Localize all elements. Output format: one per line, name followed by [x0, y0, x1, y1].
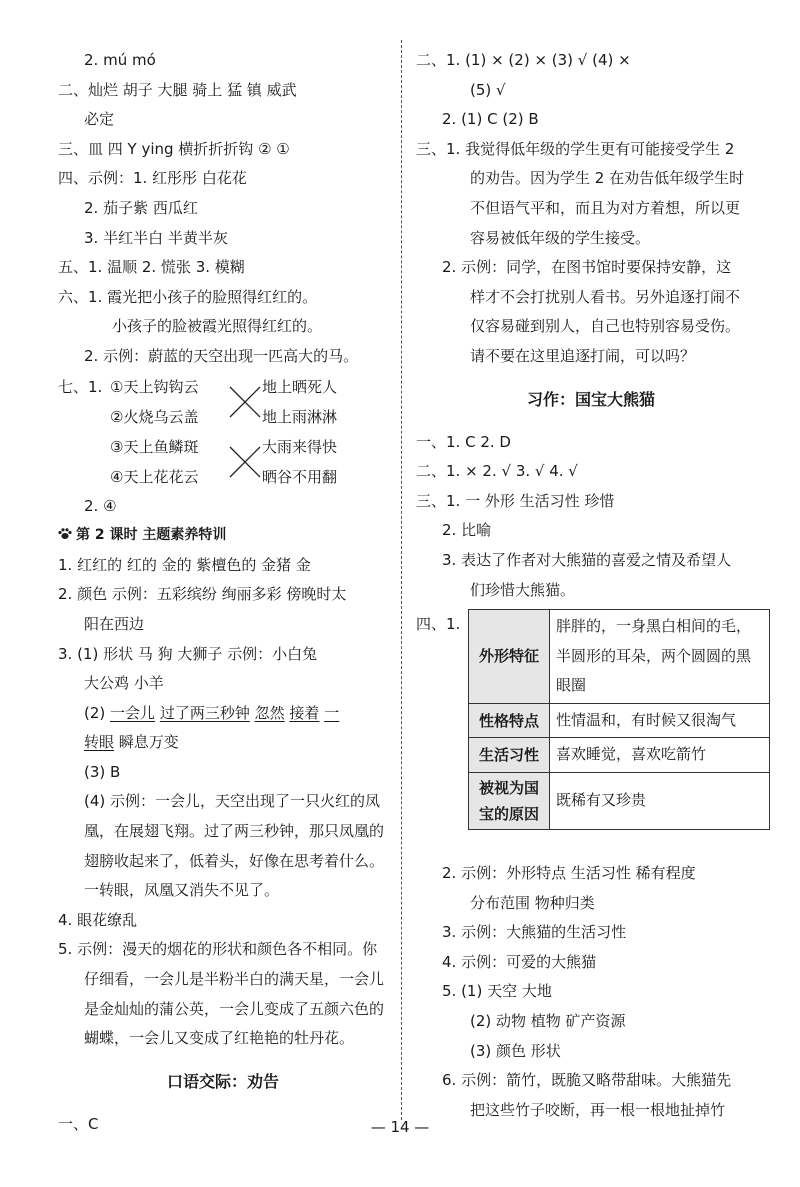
answer-line: 翅膀收起来了，低着头，好像在思考着什么。: [84, 851, 385, 870]
answer-line: 大公鸡 小羊: [84, 674, 164, 693]
answer-line: 2. 示例：同学，在图书馆时要保持安静，这: [442, 258, 732, 277]
answer-line: 分布范围 物种归类: [470, 893, 595, 912]
answer-line: 2. 颜色 示例：五彩缤纷 绚丽多彩 傍晚时太: [58, 585, 347, 604]
answer-line: (4) 示例：一会儿，天空出现了一只火红的凤: [84, 792, 381, 811]
matching-lines: [58, 372, 388, 492]
answer-line: 把这些竹子咬断，再一根一根地扯掉竹: [470, 1100, 726, 1119]
underlined-word: 一: [324, 703, 340, 722]
answer-line: 4. 示例：可爱的大熊猫: [442, 952, 597, 971]
answer-line: 3. 半红半白 半黄半灰: [84, 228, 228, 247]
left-column: [58, 46, 388, 1139]
underlined-word: 过了两三秒钟: [159, 703, 250, 722]
answer-line: 阳在西边: [84, 614, 145, 633]
table-cell: 既稀有又珍贵: [550, 773, 770, 830]
answer-line: 小孩子的脸被霞光照得红红的。: [112, 317, 323, 336]
match-left-item: ③天上鱼鳞斑: [110, 437, 199, 456]
answer-line: 一、C: [58, 1114, 99, 1133]
table-cell: 喜欢睡觉，喜欢吃箭竹: [550, 738, 770, 773]
answer-line: 凰，在展翅飞翔。过了两三秒钟，那只凤凰的: [84, 822, 385, 841]
underlined-word: 接着: [289, 703, 320, 722]
match-right-item: 地上晒死人: [262, 377, 338, 396]
match-left-item: ②火烧乌云盖: [110, 407, 199, 426]
answer-line: 三、皿 四 Y ying 横折折折钩 ② ①: [58, 139, 290, 158]
underlined-word: 转眼: [84, 733, 115, 752]
answer-line: (3) 颜色 形状: [470, 1041, 561, 1060]
question-number: 七、1.: [58, 377, 103, 396]
table-row: [469, 703, 770, 738]
match-right-item: 地上雨淋淋: [262, 407, 338, 426]
answer-line: 转眼 瞬息万变: [84, 733, 179, 752]
answer-line: 3. 示例：大熊猫的生活习性: [442, 923, 627, 942]
answer-line: 2. ④: [84, 496, 117, 515]
answer-line: 必定: [84, 110, 115, 129]
answer-line: 5. (1) 天空 大地: [442, 982, 552, 1001]
answer-line: 是金灿灿的蒲公英，一会儿变成了五颜六色的: [84, 999, 385, 1018]
answer-line: (2) 一会儿 过了两三秒钟 忽然 接着 一: [84, 703, 340, 722]
answer-line: 一转眼，凤凰又消失不见了。: [84, 881, 280, 900]
answer-line: 六、1. 霞光把小孩子的脸照得红红的。: [58, 287, 318, 306]
section-title: 口语交际：劝告: [166, 1071, 279, 1091]
lesson-heading: [58, 521, 388, 551]
answer-line: 们珍惜大熊猫。: [470, 580, 576, 599]
answer-line: 二、灿烂 胡子 大腿 骑上 猛 镇 威武: [58, 80, 297, 99]
underlined-word: 一会儿: [110, 703, 156, 722]
answer-line: 2. 示例：蔚蓝的天空出现一匹高大的马。: [84, 346, 359, 365]
match-right-item: 大雨来得快: [262, 437, 338, 456]
answer-line: 五、1. 温顺 2. 慌张 3. 模糊: [58, 258, 245, 277]
table-row: [469, 610, 770, 704]
answer-line: 一、1. C 2. D: [416, 432, 511, 451]
answer-line: 3. 表达了作者对大熊猫的喜爱之情及希望人: [442, 550, 732, 569]
page-number: — 14 —: [370, 1118, 430, 1136]
answer-line: 2. (1) C (2) B: [442, 110, 539, 129]
answer-line: 4. 眼花缭乱: [58, 910, 138, 929]
table-row: [469, 738, 770, 773]
table-row: [469, 773, 770, 830]
underlined-word: 忽然: [254, 703, 285, 722]
answer-line: 5. 示例：漫天的烟花的形状和颜色各不相同。你: [58, 940, 378, 959]
right-column: [416, 46, 766, 1125]
answer-line: 2. 示例：外形特点 生活习性 稀有程度: [442, 864, 696, 883]
table-head-cell: 被视为国宝的原因: [469, 773, 550, 830]
answer-line: (5) √: [470, 80, 506, 99]
panda-feature-table: [468, 609, 770, 830]
answer-line: 蝴蝶，一会儿又变成了红艳艳的牡丹花。: [84, 1029, 355, 1048]
answer-line: 仅容易碰到别人，自己也特别容易受伤。: [470, 317, 741, 336]
answer-line: 的劝告。因为学生 2 在劝告低年级学生时: [470, 169, 745, 188]
answer-line: 三、1. 一 外形 生活习性 珍惜: [416, 491, 615, 510]
answer-line: 容易被低年级的学生接受。: [470, 228, 651, 247]
table-cell: 性情温和，有时候又很淘气: [550, 703, 770, 738]
answer-line: 仔细看，一会儿是半粉半白的满天星，一会儿: [84, 970, 385, 989]
answer-line: 请不要在这里追逐打闹，可以吗？: [470, 346, 696, 365]
answer-line: 2. mú mó: [84, 51, 156, 69]
answer-line: 样才不会打扰别人看书。另外追逐打闹不: [470, 287, 741, 306]
match-left-item: ④天上花花云: [110, 467, 199, 486]
answer-line: 2. 比喻: [442, 521, 492, 540]
table-head-cell: 生活习性: [469, 738, 550, 773]
lesson-title: 第 2 课时 主题素养特训: [76, 527, 227, 544]
match-right-item: 晒谷不用翻: [262, 467, 338, 486]
answer-line: (2) 动物 植物 矿产资源: [470, 1012, 626, 1031]
question-number: 四、1.: [416, 615, 461, 634]
answer-line: 2. 茄子紫 西瓜红: [84, 198, 198, 217]
answer-line: 不但语气平和，而且为对方着想，所以更: [470, 198, 741, 217]
table-cell: 胖胖的，一身黑白相间的毛，半圆形的耳朵，两个圆圆的黑眼圈: [550, 610, 770, 704]
answer-line: 二、1. (1) × (2) × (3) √ (4) ×: [416, 51, 631, 69]
table-head-cell: 性格特点: [469, 703, 550, 738]
match-left-item: ①天上钩钩云: [110, 377, 199, 396]
column-divider: [401, 40, 402, 1120]
answer-line: 6. 示例：箭竹，既脆又略带甜味。大熊猫先: [442, 1071, 732, 1090]
answer-line: 二、1. × 2. √ 3. √ 4. √: [416, 462, 578, 481]
section-title: 习作：国宝大熊猫: [526, 389, 655, 409]
matching-question: [58, 372, 388, 492]
answer-line: 三、1. 我觉得低年级的学生更有可能接受学生 2: [416, 139, 735, 158]
answer-line: 四、示例：1. 红彤彤 白花花: [58, 169, 247, 188]
paw-icon: [58, 528, 72, 540]
feature-table-block: [416, 609, 766, 859]
answer-line: 3. (1) 形状 马 狗 大狮子 示例：小白兔: [58, 644, 318, 663]
answer-line: 1. 红红的 红的 金的 紫檀色的 金猪 金: [58, 555, 311, 574]
table-head-cell: 外形特征: [469, 610, 550, 704]
answer-line: (3) B: [84, 762, 121, 781]
